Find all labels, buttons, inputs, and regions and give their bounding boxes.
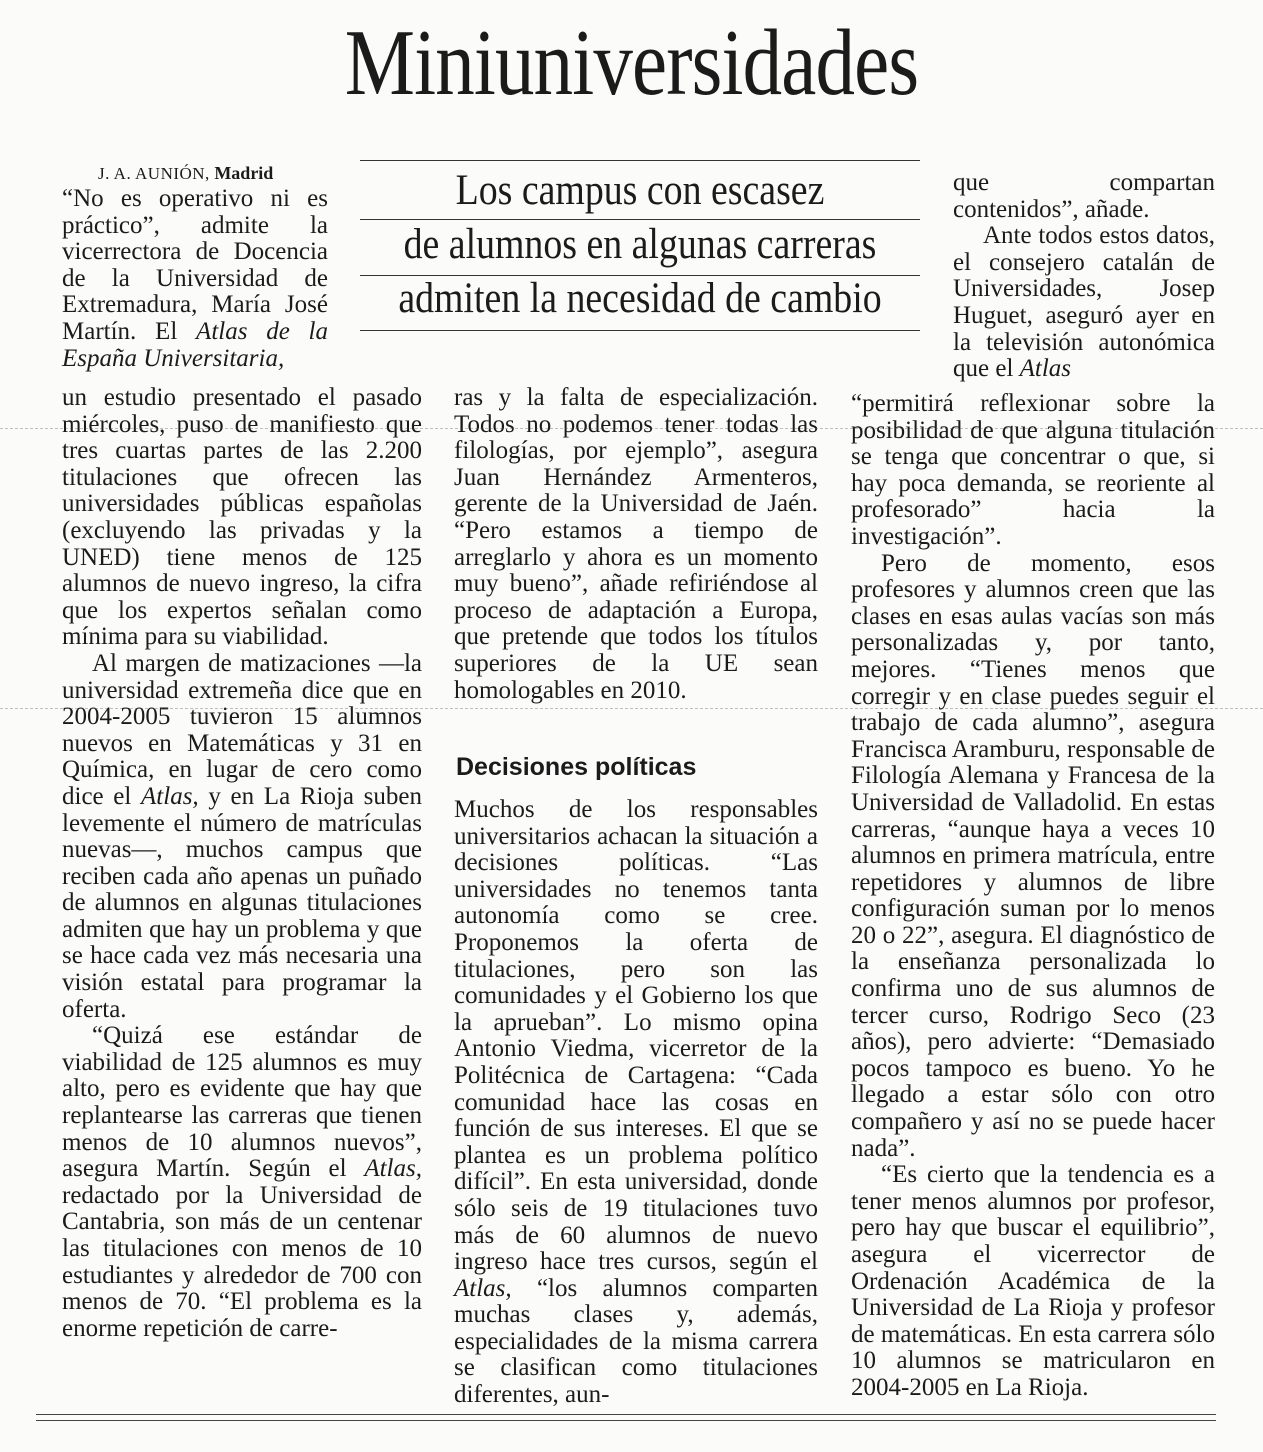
- paragraph-2: Al margen de matizaciones —la universidad extremeña dice que en 2004-2005 tuvieron 15 alumnos nuevos en Matemáticas y 31 en Química, en lugar de cero como dice el Atlas, y en La Rioja suben levemente el número de matrículas nuevas—, muchos campus que reciben cada año apenas un puñado de alumnos en algunas titulaciones admiten que hay un problema y que se hace cada vez más necesaria una visión estatal para programar la oferta.: [62, 649, 422, 1023]
- bottom-rule: [36, 1414, 1216, 1415]
- byline-place: Madrid: [214, 163, 274, 183]
- deck-line-3: admiten la necesidad de cambio: [398, 275, 882, 322]
- column-3-paragraph-1-end: “permitirá reflexionar sobre la posibilidad de que alguna titulación se tenga que concentrar o que, si hay poca demanda, se reoriente al profesorado” hacia la investigación”.: [851, 390, 1215, 550]
- column-3-paragraph-1-start: Ante todos estos datos, el consejero catalán de Universidades, Josep Huguet, aseguró ayer en la televisión autonómica que el Atlas: [953, 222, 1215, 383]
- fold-line: [0, 708, 1263, 709]
- lead-continuation: un estudio presentado el pasado miércoles, puso de manifiesto que tres cuartas partes de las 2.200 titulaciones que ofrecen las universidades públicas españolas (excluyendo las privadas y la UNED) tiene menos de 125 alumnos de nuevo ingreso, la cifra que los expertos señalan como mínima para su viabilidad.: [62, 384, 422, 651]
- column-2-bottom: [454, 797, 818, 1409]
- deck-line-1: Los campus con escasez: [455, 167, 825, 214]
- byline: [98, 160, 328, 187]
- column-3-paragraph-3: “Es cierto que la tendencia es a tener menos alumnos por profesor, pero hay que buscar el equilibrio”, asegura el vicerrector de Ordenación Académica de la Universidad de La Rioja y profesor de matemáticas. En esta carrera sólo 10 alumnos se matricularon en 2004-2005 en La Rioja.: [851, 1161, 1215, 1401]
- atlas-title: Atlas,: [454, 1274, 512, 1302]
- column-2-top: [454, 385, 818, 704]
- column-3: [851, 391, 1215, 1402]
- column-3-top: [953, 170, 1215, 383]
- column-1: [62, 385, 422, 1342]
- column-2-paragraph-2: Muchos de los responsables universitarios achacan la situación a decisiones políticas. “Las universidades no tenemos tanta autonomía como se cree. Proponemos la oferta de titulaciones, pero son las comunidades y el Gobierno los que la aprueban”. Lo mismo opina Antonio Viedma, vicerretor de la Politécnica de Cartagena: “Cada comunidad hace las cosas en función de sus intereses. El que se plantea es un problema político difícil”. En esta universidad, donde sólo seis de 19 titulaciones tuvo más de 60 alumnos de nuevo ingreso hace tres cursos, según el Atlas, “los alumnos comparten muchas clases y, además, especialidades de la misma carrera se clasifican como titulaciones diferentes, aun-: [454, 796, 818, 1409]
- atlas-title: Atlas,: [364, 1155, 422, 1183]
- headline: Miniuniversidades: [344, 11, 919, 115]
- column-3-paragraph-2: Pero de momento, esos profesores y alumnos creen que las clases en esas aulas vacías son más personalizadas y, por tanto, mejores. “Tienes menos que corregir y en clase puedes seguir el trabajo de cada alumno”, asegura Francisca Aramburu, responsable de Filología Alemana y Francesa de la Universidad de Valladolid. En estas carreras, “aunque haya a veces 10 alumnos en primera matrícula, entre repetidores y alumnos de libre configuración suman por lo menos 20 o 22”, asegura. El diagnóstico de la enseñanza personalizada lo confirma uno de sus alumnos de tercer curso, Rodrigo Seco (23 años), pero advierte: “Demasiado pocos tampoco es bueno. Yo he llegado a estar sólo con otro compañero y así no se puede hacer nada”.: [851, 549, 1215, 1162]
- column-3-continuation: que compartan contenidos”, añade.: [953, 169, 1215, 223]
- atlas-title: Atlas de la España Universitaria,: [62, 317, 329, 372]
- atlas-title: Atlas,: [141, 782, 199, 810]
- byline-author: J. A. AUNIÓN,: [98, 164, 210, 183]
- lead-text: “No es operativo ni es práctico”, admite la vicerrectora de Docencia de la Universidad de Extremadura, María José Martín. El: [62, 185, 328, 345]
- lead-paragraph-top: [62, 186, 328, 372]
- fold-line: [0, 428, 1263, 429]
- subhead: Decisiones políticas: [456, 753, 697, 781]
- paragraph-3: “Quizá ese estándar de viabilidad de 125 alumnos es muy alto, pero es evidente que hay que replantearse las carreras que tienen menos de 10 alumnos nuevos”, asegura Martín. Según el Atlas, redactado por la Universidad de Cantabria, son más de un centenar las titulaciones con menos de 10 estudiantes y alrededor de 700 con menos de 70. “El problema es la enorme repetición de carre-: [62, 1022, 422, 1342]
- column-2-paragraph-1: ras y la falta de especialización. Todos no podemos tener todas las filologías, por ejemplo”, asegura Juan Hernández Armenteros, gerente de la Universidad de Jaén. “Pero estamos a tiempo de arreglarlo y ahora es un momento muy bueno”, añade refiriéndose al proceso de adaptación a Europa, que pretende que todos los títulos superiores de la UE sean homologables en 2010.: [454, 384, 818, 704]
- deck-line-2: de alumnos en algunas carreras: [403, 221, 877, 268]
- deck: [360, 160, 920, 332]
- bottom-rule: [36, 1420, 1216, 1421]
- atlas-title: Atlas: [1019, 355, 1072, 383]
